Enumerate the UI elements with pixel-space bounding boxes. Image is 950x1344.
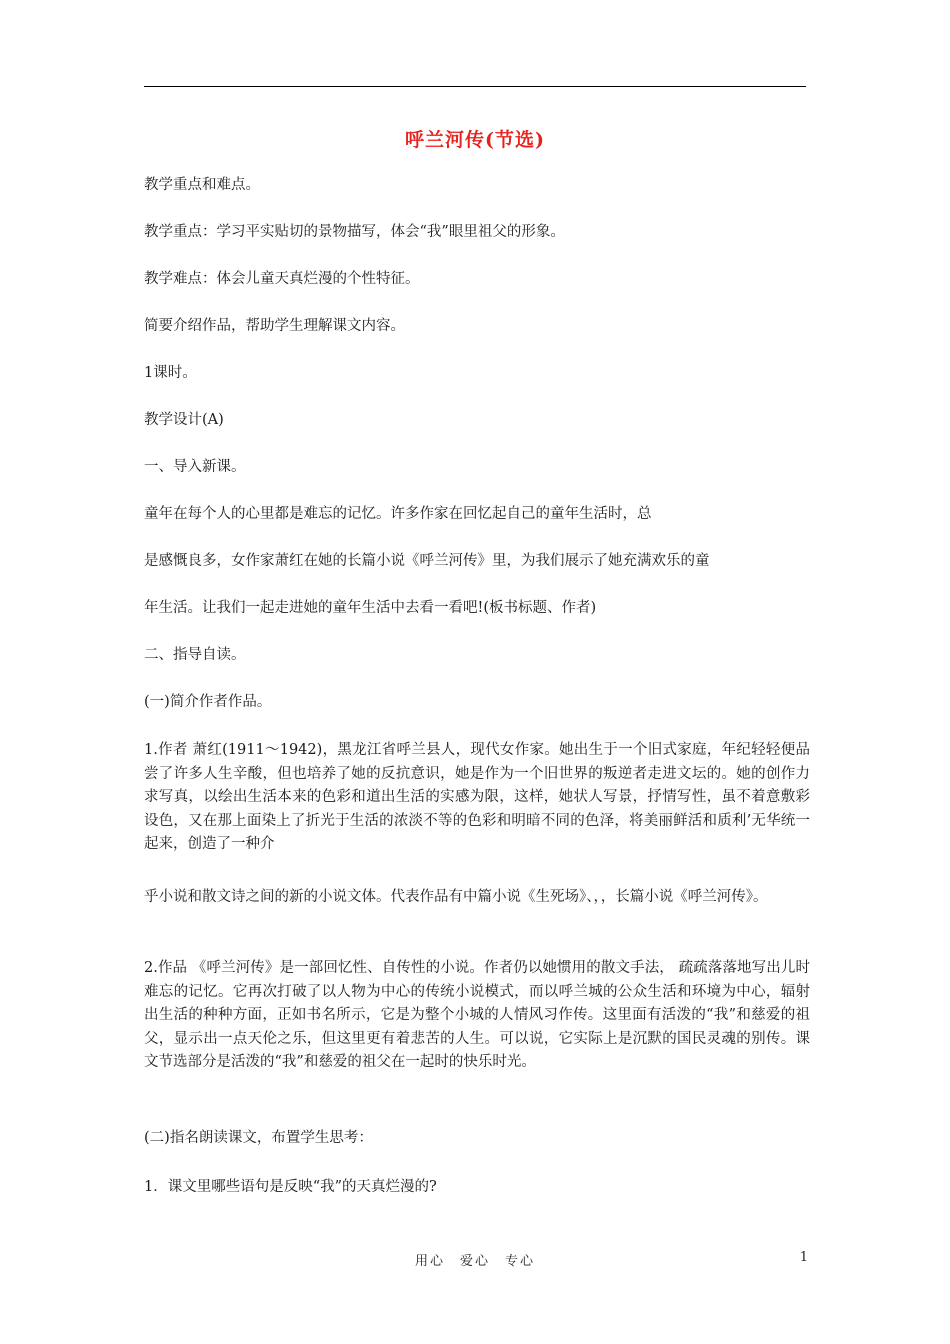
paragraph-childhood-line-3: 年生活。让我们一起走进她的童年生活中去看一看吧!(板书标题、作者) bbox=[144, 600, 597, 616]
section-heading-self-reading: 二、指导自读。 bbox=[144, 647, 246, 663]
paragraph-teaching-design: 教学设计(A) bbox=[144, 412, 224, 428]
subsection-heading-reading: (二)指名朗读课文，布置学生思考： bbox=[144, 1130, 373, 1146]
paragraph-author-works: 乎小说和散文诗之间的新的小说文体。代表作品有中篇小说《生死场》、，，长篇小说《呼兰河传》。 bbox=[144, 889, 768, 905]
question-item: 1．课文里哪些语句是反映“我”的天真烂漫的? bbox=[144, 1179, 437, 1195]
subsection-heading-author: (一)简介作者作品。 bbox=[144, 694, 272, 710]
header-rule bbox=[144, 86, 806, 87]
paragraph-focus-difficulty: 教学重点和难点。 bbox=[144, 177, 260, 193]
paragraph-introduction: 简要介绍作品，帮助学生理解课文内容。 bbox=[144, 318, 405, 334]
paragraph-childhood-line-2: 是感慨良多，女作家萧红在她的长篇小说《呼兰河传》里，为我们展示了她充满欢乐的童 bbox=[144, 553, 710, 569]
section-heading-intro: 一、导入新课。 bbox=[144, 459, 246, 475]
paragraph-teaching-difficulty: 教学难点：体会儿童天真烂漫的个性特征。 bbox=[144, 271, 420, 287]
paragraph-childhood-line-1: 童年在每个人的心里都是难忘的记忆。许多作家在回忆起自己的童年生活时，总 bbox=[144, 506, 652, 522]
page-number: 1 bbox=[799, 1250, 808, 1265]
paragraph-class-hours: 1课时。 bbox=[144, 365, 197, 381]
document-title: 呼兰河传(节选) bbox=[405, 129, 545, 151]
paragraph-author-bio: 1.作者 萧红(1911～1942)，黑龙江省呼兰县人，现代女作家。她出生于一个旧式家庭，年纪轻轻便品尝了许多人生辛酸，但也培养了她的反抗意识，她是作为一个旧世界的叛逆者走进文坛的。她的创作力求写真，以绘出生活本来的色彩和道出生活的实感为限，这样，她状人写景，抒情写性，虽不着意敷彩设色，又在那上面染上了折光于生活的浓淡不等的色彩和明暗不同的色泽，将美丽鲜活和质利’无华统一起来，创造了一种介 bbox=[144, 742, 810, 852]
footer-motto: 用心 爱心 专心 bbox=[414, 1254, 535, 1269]
paragraph-work-description: 2.作品 《呼兰河传》是一部回忆性、自传性的小说。作者仍以她惯用的散文手法， 疏疏落落地写出儿时难忘的记忆。它再次打破了以人物为中心的传统小说模式，而以呼兰城的公众生活和环境为中心，辐射出生活的种种方面，正如书名所示，它是为整个小城的人情风习作传。这里面有活泼的“我”和慈爱的祖父，显示出一点天伦之乐，但这里更有着悲苦的人生。可以说，它实际上是沉默的国民灵魂的别传。课文节选部分是活泼的“我”和慈爱的祖父在一起时的快乐时光。 bbox=[144, 960, 810, 1070]
paragraph-teaching-focus: 教学重点：学习平实贴切的景物描写，体会“我”眼里祖父的形象。 bbox=[144, 224, 565, 240]
